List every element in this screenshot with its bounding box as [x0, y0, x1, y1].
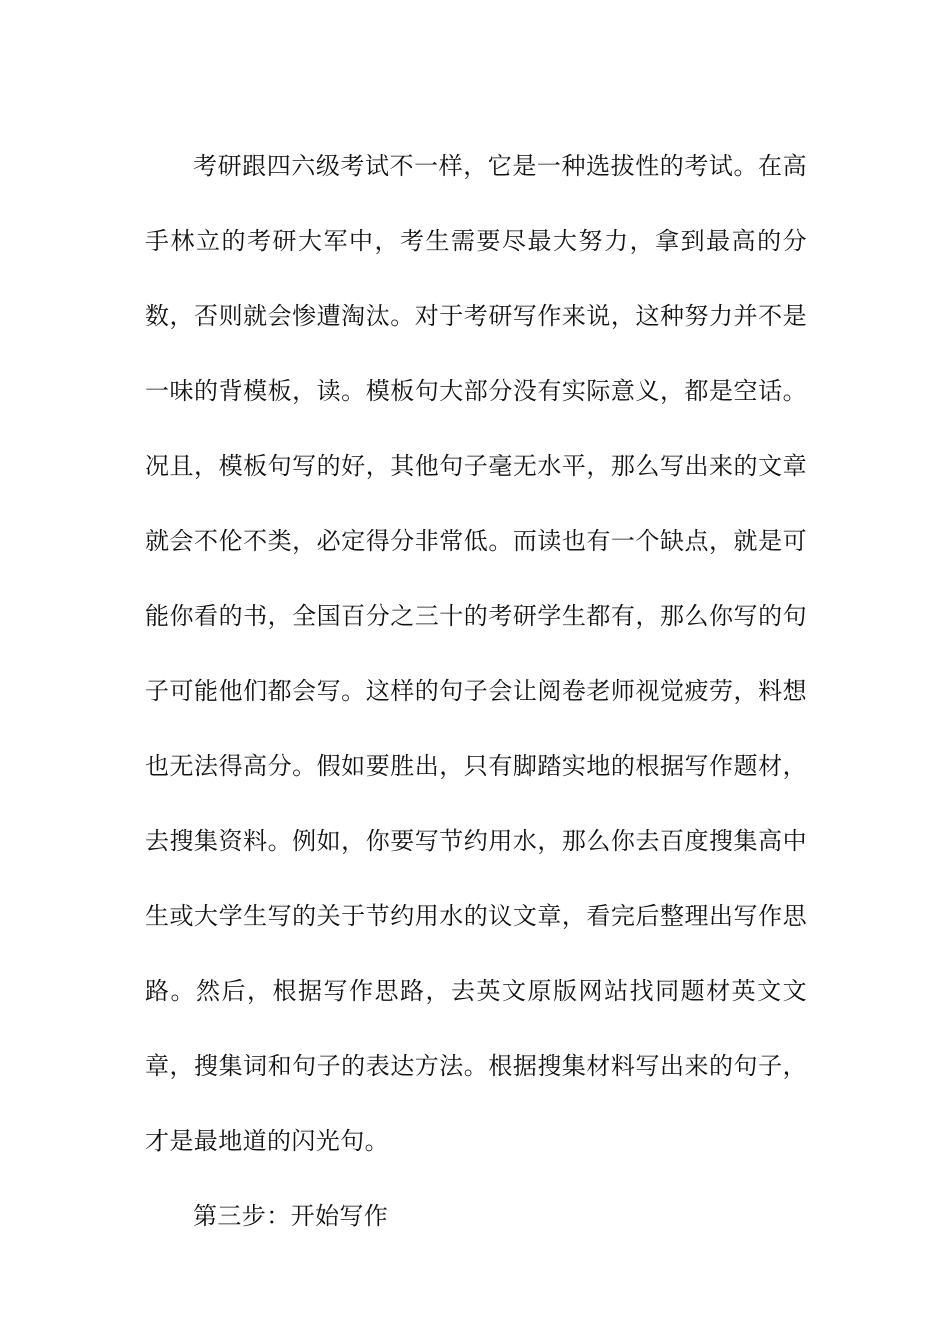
body-paragraph: 考研跟四六级考试不一样，它是一种选拔性的考试。在高手林立的考研大军中，考生需要尽最大努力，拿到最高的分数，否则就会惨遭淘汰。对于考研写作来说，这种努力并不是一味的背模板，读。模板句大部分没有实际意义，都是空话。况且，模板句写的好，其他句子毫无水平，那么写出来的文章就会不伦不类，必定得分非常低。而读也有一个缺点，就是可能你看的书，全国百分之三十的考研学生都有，那么你写的句子可能他们都会写。这样的句子会让阅卷老师视觉疲劳，料想也无法得高分。假如要胜出，只有脚踏实地的根据写作题材，去搜集资料。例如，你要写节约用水，那么你去百度搜集高中生或大学生写的关于节约用水的议文章，看完后整理出写作思路。然后，根据写作思路，去英文原版网站找同题材英文文章，搜集词和句子的表达方法。根据搜集材料写出来的句子，才是最地道的闪光句。 [145, 152, 807, 1155]
document-body [145, 129, 807, 1254]
section-heading: 第三步：开始写作 [193, 1202, 389, 1230]
